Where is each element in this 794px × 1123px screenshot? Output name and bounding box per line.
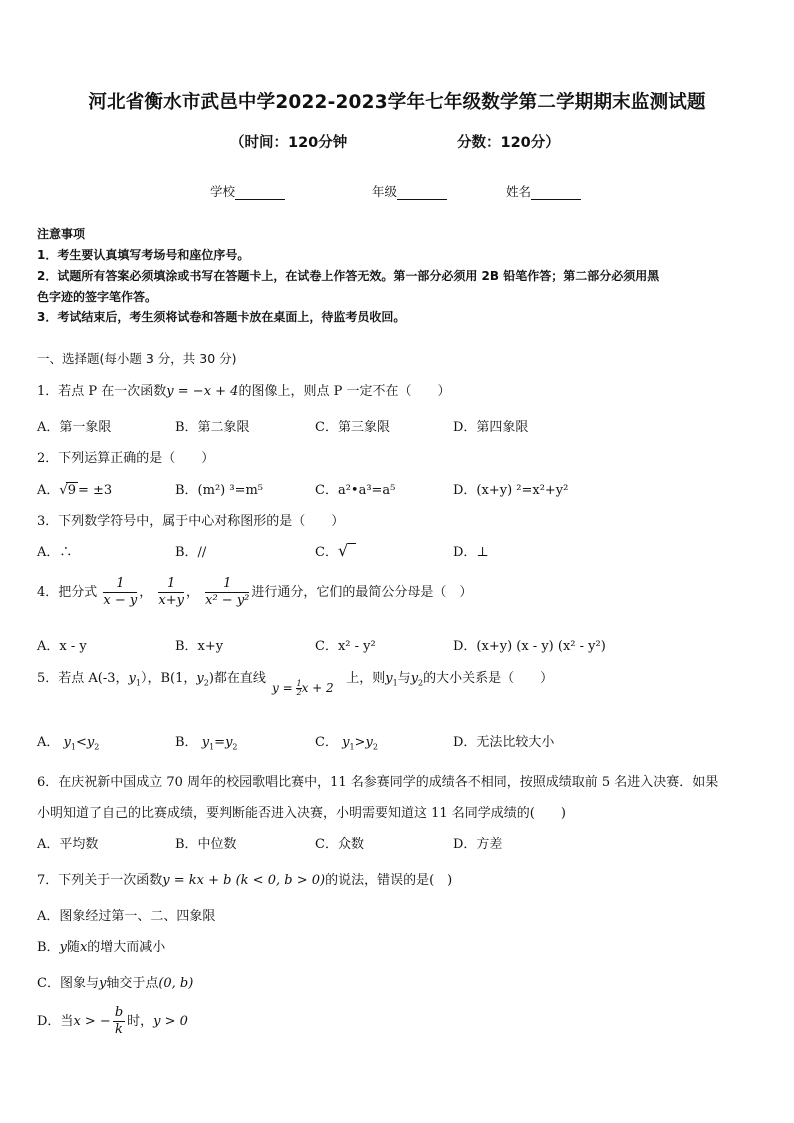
q6-option-d[interactable]: D．方差 [453, 837, 503, 852]
q7-option-d[interactable]: D．当x > − $\frac{b}{k}$ 时，y > 0 [37, 1005, 188, 1037]
q5-part: 上，则 [346, 671, 386, 686]
q4-stem-post: 进行通分，它们的最简公分母是（ ） [251, 585, 473, 600]
q5-part: )都在直线 [208, 671, 266, 686]
notice-item: 2．试题所有答案必须填涂或书写在答题卡上，在试卷上作答无效。第一部分必须用 2B 铅笔作答；第二部分必须用黑 [37, 269, 660, 283]
question-6-line-2: 小明知道了自己的比赛成绩，要判断能否进入决赛，小明需要知道这 11 名同学成绩的( ) [37, 806, 566, 821]
school-field[interactable] [210, 182, 285, 200]
q4-fraction-2: $\frac{1}{x+y}$ [158, 576, 184, 608]
q4-option-c[interactable]: C．x² - y² [315, 639, 376, 654]
grade-label: 年级 [372, 184, 398, 199]
q5-y1: $y_1$ [128, 671, 141, 688]
q4-stem-pre: 4．把分式 [37, 585, 98, 600]
q4-option-a[interactable]: A．x - y [37, 639, 87, 654]
exam-score: 分数：120分） [457, 135, 560, 151]
q2-option-b[interactable]: B．(m²) ³=m⁵ [175, 483, 264, 498]
q4-option-b[interactable]: B．x+y [175, 639, 224, 654]
q3-option-d[interactable]: D．⊥ [453, 545, 489, 560]
q5-option-b[interactable]: B． $y_1=y_2$ [175, 735, 238, 752]
q3-option-c[interactable] [315, 541, 356, 560]
q2-a-radicand: 9 [67, 483, 76, 498]
q4-fraction-1: $\frac{1}{x - y}$ [103, 576, 138, 608]
q5-option-c[interactable]: C． $y_1>y_2$ [315, 735, 378, 752]
q6-option-b[interactable]: B．中位数 [175, 837, 237, 852]
q5-y2: $y_2$ [410, 671, 424, 688]
grade-field[interactable] [372, 182, 447, 200]
q2-option-c[interactable]: C．a²•a³=a⁵ [315, 483, 396, 498]
notice-heading: 注意事项 [37, 227, 86, 241]
q1-option-c[interactable]: C．第三象限 [315, 420, 390, 435]
q1-stem-pre: 1．若点 P 在一次函数 [37, 384, 167, 399]
q7-option-a[interactable]: A．图象经过第一、二、四象限 [37, 909, 216, 924]
question-7 [37, 869, 452, 888]
exam-time: （时间：120分钟 [230, 135, 348, 151]
q5-part: ），B(1， [140, 671, 197, 686]
q5-part: 的大小关系是（ ） [423, 671, 554, 686]
q3-option-a[interactable]: A．∴ [37, 545, 73, 560]
grade-blank[interactable] [397, 186, 447, 200]
q5-part: 与 [397, 671, 411, 686]
q7-option-c[interactable]: C．图象与y轴交于点(0, b) [37, 976, 194, 991]
q4-option-d[interactable]: D．(x+y) (x - y) (x² - y²) [453, 639, 606, 654]
q5-line-equation: y = $\frac{1}{2}x + 2$ [272, 679, 334, 697]
q5-y1: $y_1$ [385, 671, 398, 688]
q2-option-a[interactable]: A．√9 = ±3 [37, 483, 113, 498]
q7-stem-pre: 7．下列关于一次函数 [37, 873, 163, 888]
question-2: 2．下列运算正确的是（ ） [37, 451, 215, 466]
question-4: 4．把分式 $\frac{1}{x - y}$ ， $\frac{1}{x+y}$ ， $\frac{1}{\text{x² − y²}}$ 进行通分，它们的最简公分母是（ ） [37, 576, 473, 608]
notice-item: 1．考生要认真填写考场号和座位序号。 [37, 248, 250, 262]
name-label: 姓名 [506, 184, 532, 199]
q7-stem-post: 的说法，错误的是( ) [325, 873, 453, 888]
q5-option-a[interactable]: A． $y_1<y_2$ [37, 735, 100, 752]
page-title: 河北省衡水市武邑中学2022-2023学年七年级数学第二学期期末监测试题 [88, 92, 706, 113]
notice-item: 3．考试结束后，考生须将试卷和答题卡放在桌面上，待监考员收回。 [37, 310, 406, 324]
q7-option-b[interactable]: B．y随x的增大而减小 [37, 940, 166, 955]
q7-expression: y = kx + b (k < 0, b > 0) [162, 873, 326, 888]
question-3: 3．下列数学符号中，属于中心对称图形的是（ ） [37, 514, 345, 529]
q3-option-b[interactable]: B．// [175, 545, 207, 560]
q1-expression: y = −x + 4 [166, 384, 239, 399]
q2-option-d[interactable]: D．(x+y) ²=x²+y² [453, 483, 569, 498]
name-field[interactable] [506, 182, 581, 200]
q5-y2: $y_2$ [196, 671, 209, 688]
section-heading: 一、选择题(每小题 3 分，共 30 分) [37, 351, 237, 366]
q1-option-b[interactable]: B．第二象限 [175, 420, 250, 435]
q4-fraction-3: $\frac{1}{\text{x² − y²}}$ [205, 576, 250, 608]
q6-option-c[interactable]: C．众数 [315, 837, 364, 852]
question-1 [37, 380, 450, 399]
q1-option-a[interactable]: A．第一象限 [37, 420, 112, 435]
q2-a-value: = ±3 [77, 483, 113, 498]
notice-item: 色字迹的签字笔作答。 [37, 290, 158, 304]
q6-option-a[interactable]: A．平均数 [37, 837, 99, 852]
q2-a-label: A． [37, 483, 60, 498]
radical-sign-icon: √ [337, 541, 349, 560]
name-blank[interactable] [531, 186, 581, 200]
q3-c-label: C． [315, 545, 338, 560]
q1-option-d[interactable]: D．第四象限 [453, 420, 529, 435]
school-blank[interactable] [235, 186, 285, 200]
q5-option-d[interactable]: D．无法比较大小 [453, 735, 555, 750]
q1-stem-post: 的图像上，则点 P 一定不在（ ） [238, 384, 451, 399]
question-6-line-1: 6．在庆祝新中国成立 70 周年的校园歌唱比赛中，11 名参赛同学的成绩各不相同，按照成绩取前 5 名进入决赛．如果 [37, 775, 719, 790]
school-label: 学校 [210, 184, 236, 199]
q5-part: 5．若点 A(-3， [37, 671, 129, 686]
